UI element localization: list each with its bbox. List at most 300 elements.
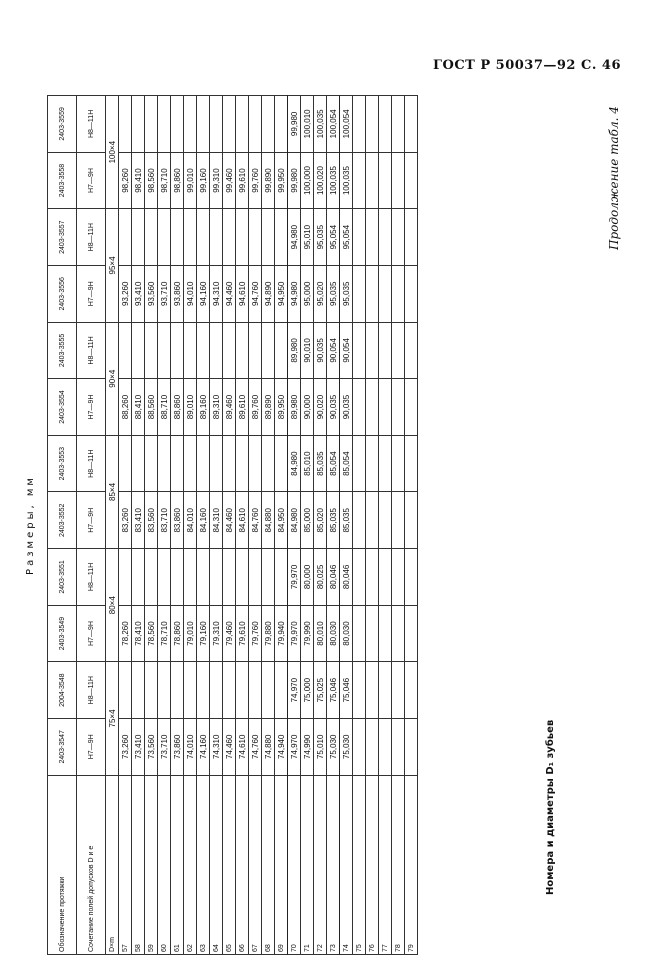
- dimension-value: [353, 152, 366, 209]
- dimension-value: 100,035: [327, 152, 340, 209]
- tooth-number: 72: [314, 775, 327, 954]
- column-code: 2403-3559: [48, 96, 77, 153]
- dimension-value: 78,560: [145, 605, 158, 662]
- dimension-value: [249, 209, 262, 266]
- dimension-value: 74,610: [236, 718, 249, 775]
- table-wrapper: [47, 95, 418, 955]
- dimension-value: 89,950: [275, 379, 288, 436]
- dimension-value: [392, 662, 405, 719]
- dimension-value: 95,020: [314, 265, 327, 322]
- dimension-value: 99,950: [275, 152, 288, 209]
- dimension-value: [392, 718, 405, 775]
- dimension-value: [249, 549, 262, 606]
- dimension-value: [262, 96, 275, 153]
- dimension-value: 85,020: [314, 492, 327, 549]
- dimension-value: 89,460: [223, 379, 236, 436]
- dimension-value: 73,560: [145, 718, 158, 775]
- page-header: ГОСТ Р 50037—92 С. 46: [433, 58, 621, 73]
- dimension-value: 99,760: [249, 152, 262, 209]
- dimension-value: 75,025: [314, 662, 327, 719]
- dimension-value: [262, 322, 275, 379]
- column-code: 2403-3558: [48, 152, 77, 209]
- dimension-value: 95,000: [301, 265, 314, 322]
- dimension-value: [275, 549, 288, 606]
- dimension-value: 79,940: [275, 605, 288, 662]
- dimension-value: [405, 605, 418, 662]
- dimension-value: 84,760: [249, 492, 262, 549]
- dimension-value: [392, 209, 405, 266]
- tooth-number: 58: [132, 775, 145, 954]
- dimension-value: [249, 96, 262, 153]
- column-tolerance: H8—11H: [77, 96, 106, 153]
- dimension-value: 74,760: [249, 718, 262, 775]
- dimension-value: 84,310: [210, 492, 223, 549]
- dimension-value: 100,035: [314, 96, 327, 153]
- column-code: 2403-3556: [48, 265, 77, 322]
- dimension-value: 93,260: [119, 265, 132, 322]
- dimension-value: 84,460: [223, 492, 236, 549]
- table-title: Размеры, мм: [25, 475, 36, 575]
- column-tolerance: H8—11H: [77, 662, 106, 719]
- dimension-value: 90,035: [314, 322, 327, 379]
- dimension-value: 94,610: [236, 265, 249, 322]
- dimension-value: [379, 605, 392, 662]
- dimension-value: [132, 209, 145, 266]
- dimension-value: [197, 435, 210, 492]
- dimension-value: [405, 322, 418, 379]
- dimension-value: 98,710: [158, 152, 171, 209]
- dimension-value: 93,410: [132, 265, 145, 322]
- dimension-value: 90,020: [314, 379, 327, 436]
- dimension-value: [379, 549, 392, 606]
- dimension-value: [366, 492, 379, 549]
- dimension-value: 95,035: [340, 265, 353, 322]
- dimension-value: 89,610: [236, 379, 249, 436]
- dimension-value: 85,000: [301, 492, 314, 549]
- dimension-value: [366, 265, 379, 322]
- column-tolerance: H8—11H: [77, 209, 106, 266]
- column-tolerance: H8—11H: [77, 549, 106, 606]
- dimension-value: [197, 662, 210, 719]
- dimension-value: [366, 209, 379, 266]
- tooth-number: 62: [184, 775, 197, 954]
- dimension-value: 79,460: [223, 605, 236, 662]
- dimension-value: 85,010: [301, 435, 314, 492]
- dimension-value: 88,410: [132, 379, 145, 436]
- dimension-value: [119, 435, 132, 492]
- tooth-number: 79: [405, 775, 418, 954]
- dimension-value: 85,035: [327, 492, 340, 549]
- dimension-value: 94,950: [275, 265, 288, 322]
- dimension-value: 90,054: [340, 322, 353, 379]
- dimension-value: 75,030: [327, 718, 340, 775]
- dimension-value: [353, 435, 366, 492]
- designation-label: Обозначение протяжки: [48, 775, 77, 954]
- dimension-value: [353, 605, 366, 662]
- dimension-value: 85,035: [314, 435, 327, 492]
- dimension-value: 79,990: [301, 605, 314, 662]
- dimension-value: 85,054: [327, 435, 340, 492]
- dimension-value: 99,460: [223, 152, 236, 209]
- column-tolerance: H7—9H: [77, 152, 106, 209]
- tooth-number: 63: [197, 775, 210, 954]
- dimension-value: 88,260: [119, 379, 132, 436]
- dimension-value: [353, 492, 366, 549]
- dimension-value: 80,046: [327, 549, 340, 606]
- dimension-value: 89,760: [249, 379, 262, 436]
- dimension-value: [379, 209, 392, 266]
- dimension-value: 74,310: [210, 718, 223, 775]
- dimension-value: 94,460: [223, 265, 236, 322]
- dimension-value: [197, 549, 210, 606]
- dimension-value: [366, 152, 379, 209]
- dimension-value: 75,030: [340, 718, 353, 775]
- dimension-value: 100,000: [301, 152, 314, 209]
- tooth-number: 57: [119, 775, 132, 954]
- dimension-value: [392, 96, 405, 153]
- dimension-value: 100,035: [340, 152, 353, 209]
- dimension-value: 99,160: [197, 152, 210, 209]
- dimension-value: 75,046: [340, 662, 353, 719]
- dimension-value: [366, 549, 379, 606]
- dimension-value: [392, 265, 405, 322]
- dimension-value: 88,710: [158, 379, 171, 436]
- dimension-value: [405, 209, 418, 266]
- column-code: 2403-3547: [48, 718, 77, 775]
- dimension-value: [366, 718, 379, 775]
- dimension-value: 94,160: [197, 265, 210, 322]
- dimension-value: [392, 322, 405, 379]
- dimension-value: 74,010: [184, 718, 197, 775]
- dimension-value: 100,054: [340, 96, 353, 153]
- dimension-value: [366, 662, 379, 719]
- dimension-value: [405, 549, 418, 606]
- dimension-value: [405, 662, 418, 719]
- dimension-value: 83,260: [119, 492, 132, 549]
- rotated-table-area: [25, 95, 575, 955]
- column-size: 80×4: [106, 549, 119, 662]
- column-tolerance: H8—11H: [77, 322, 106, 379]
- dimension-value: [405, 152, 418, 209]
- dimension-value: [366, 322, 379, 379]
- dimension-value: 93,710: [158, 265, 171, 322]
- dimension-value: [236, 662, 249, 719]
- dimension-value: 100,054: [327, 96, 340, 153]
- column-size: 90×4: [106, 322, 119, 435]
- column-size: 85×4: [106, 435, 119, 548]
- dimension-value: [184, 662, 197, 719]
- dimension-value: [366, 435, 379, 492]
- dimension-value: 84,980: [288, 435, 301, 492]
- dimension-value: 73,410: [132, 718, 145, 775]
- tooth-number: 73: [327, 775, 340, 954]
- dimension-value: 95,054: [327, 209, 340, 266]
- column-code: 2403-3553: [48, 435, 77, 492]
- dimension-value: 89,010: [184, 379, 197, 436]
- tooth-number: 68: [262, 775, 275, 954]
- dimension-value: [223, 549, 236, 606]
- dimension-value: [210, 549, 223, 606]
- dimension-value: 74,990: [301, 718, 314, 775]
- dimension-value: 94,890: [262, 265, 275, 322]
- column-code: 2403-3557: [48, 209, 77, 266]
- dimension-value: [184, 209, 197, 266]
- dimension-value: [275, 322, 288, 379]
- dimension-value: [353, 209, 366, 266]
- dimension-value: 89,160: [197, 379, 210, 436]
- dimension-value: [210, 435, 223, 492]
- dimension-value: 74,970: [288, 662, 301, 719]
- dimension-value: 89,890: [262, 379, 275, 436]
- dimension-value: [171, 435, 184, 492]
- dimension-value: [379, 718, 392, 775]
- dimension-value: 95,054: [340, 209, 353, 266]
- dimension-value: [145, 662, 158, 719]
- dimension-value: [392, 435, 405, 492]
- dimension-value: 79,010: [184, 605, 197, 662]
- dimension-value: 100,010: [301, 96, 314, 153]
- dimension-value: [223, 96, 236, 153]
- dimension-value: [275, 662, 288, 719]
- dimension-value: 98,260: [119, 152, 132, 209]
- dimension-value: [210, 322, 223, 379]
- dimension-value: [353, 96, 366, 153]
- dimension-value: [197, 209, 210, 266]
- dimension-value: [275, 435, 288, 492]
- dimension-value: 83,860: [171, 492, 184, 549]
- dimension-value: [158, 435, 171, 492]
- dimension-value: [353, 379, 366, 436]
- dimension-value: [353, 322, 366, 379]
- dimension-value: 89,980: [288, 379, 301, 436]
- dimension-value: [262, 662, 275, 719]
- dimension-value: 75,010: [314, 718, 327, 775]
- dimension-value: [210, 209, 223, 266]
- tolerance-label: Сочетание полей допусков D и e: [77, 775, 106, 954]
- dimension-value: 95,035: [314, 209, 327, 266]
- tooth-number: 70: [288, 775, 301, 954]
- dimension-value: [145, 96, 158, 153]
- dimension-value: [366, 379, 379, 436]
- dimension-value: 84,010: [184, 492, 197, 549]
- dimension-value: 79,610: [236, 605, 249, 662]
- dimension-value: [119, 549, 132, 606]
- column-code: 2403-3549: [48, 605, 77, 662]
- dimension-value: [184, 322, 197, 379]
- tooth-number: 74: [340, 775, 353, 954]
- dimension-value: 85,054: [340, 435, 353, 492]
- dimension-value: [119, 209, 132, 266]
- dimension-value: [249, 322, 262, 379]
- dimension-value: [197, 322, 210, 379]
- dimension-value: 84,610: [236, 492, 249, 549]
- dimension-value: 90,035: [340, 379, 353, 436]
- tooth-number: 64: [210, 775, 223, 954]
- tooth-number: 77: [379, 775, 392, 954]
- dimension-value: [366, 605, 379, 662]
- dimension-value: 73,260: [119, 718, 132, 775]
- dimension-value: [366, 96, 379, 153]
- dimension-value: 80,025: [314, 549, 327, 606]
- dimension-value: 74,160: [197, 718, 210, 775]
- dimension-value: [249, 662, 262, 719]
- dimension-value: [392, 379, 405, 436]
- column-tolerance: H7—9H: [77, 718, 106, 775]
- column-tolerance: H7—9H: [77, 492, 106, 549]
- dimension-value: 95,035: [327, 265, 340, 322]
- dimension-value: 94,310: [210, 265, 223, 322]
- dimension-value: [197, 96, 210, 153]
- dimension-value: 94,980: [288, 265, 301, 322]
- dimension-value: [262, 549, 275, 606]
- dimension-value: [119, 322, 132, 379]
- dimension-value: [405, 96, 418, 153]
- tooth-number: 67: [249, 775, 262, 954]
- dimension-value: 79,760: [249, 605, 262, 662]
- dimension-value: [405, 718, 418, 775]
- tooth-number: 60: [158, 775, 171, 954]
- dimension-value: [262, 435, 275, 492]
- dimension-value: [236, 209, 249, 266]
- dimension-value: 93,860: [171, 265, 184, 322]
- dimension-value: [392, 152, 405, 209]
- tooth-number: 69: [275, 775, 288, 954]
- dimension-value: 79,880: [262, 605, 275, 662]
- dimension-value: 94,010: [184, 265, 197, 322]
- column-size: 95×4: [106, 209, 119, 322]
- dimension-value: [353, 718, 366, 775]
- dimension-value: 74,940: [275, 718, 288, 775]
- dimension-value: 83,410: [132, 492, 145, 549]
- dimension-value: 89,310: [210, 379, 223, 436]
- dimension-value: 74,880: [262, 718, 275, 775]
- dimension-value: [145, 322, 158, 379]
- dimension-value: 78,260: [119, 605, 132, 662]
- dimension-value: [184, 435, 197, 492]
- dimension-value: [379, 265, 392, 322]
- dimension-value: 74,460: [223, 718, 236, 775]
- dimension-value: [353, 662, 366, 719]
- tooth-number: 71: [301, 775, 314, 954]
- dimension-value: [132, 435, 145, 492]
- dimension-value: [145, 549, 158, 606]
- dimension-value: [171, 209, 184, 266]
- dimension-value: [262, 209, 275, 266]
- dimension-value: [119, 662, 132, 719]
- dimension-value: 74,970: [288, 718, 301, 775]
- dimension-value: [236, 96, 249, 153]
- dimension-value: 83,560: [145, 492, 158, 549]
- dimension-value: 100,020: [314, 152, 327, 209]
- dimension-value: [171, 549, 184, 606]
- dimension-value: 80,046: [340, 549, 353, 606]
- column-code: 2403-3552: [48, 492, 77, 549]
- dimension-value: 79,160: [197, 605, 210, 662]
- dimension-value: 94,760: [249, 265, 262, 322]
- dimension-value: [223, 435, 236, 492]
- column-tolerance: H7—9H: [77, 605, 106, 662]
- dimension-value: 84,880: [262, 492, 275, 549]
- dimensions-table: [47, 95, 418, 955]
- dimension-value: [119, 96, 132, 153]
- dimension-value: 78,710: [158, 605, 171, 662]
- tooth-number: 76: [366, 775, 379, 954]
- dimension-value: 79,970: [288, 549, 301, 606]
- dimension-value: [132, 549, 145, 606]
- dimension-value: [223, 662, 236, 719]
- dimension-value: 79,310: [210, 605, 223, 662]
- dimension-value: 88,860: [171, 379, 184, 436]
- dimension-value: [379, 662, 392, 719]
- dimension-value: 98,410: [132, 152, 145, 209]
- dimension-value: 90,054: [327, 322, 340, 379]
- dimension-value: 83,710: [158, 492, 171, 549]
- dimension-value: 99,980: [288, 96, 301, 153]
- dimension-value: [405, 265, 418, 322]
- tooth-number: 59: [145, 775, 158, 954]
- column-tolerance: H8—11H: [77, 435, 106, 492]
- dimension-value: 95,010: [301, 209, 314, 266]
- dimension-value: [379, 322, 392, 379]
- dimension-value: 99,010: [184, 152, 197, 209]
- dimension-value: 75,046: [327, 662, 340, 719]
- dimension-value: [405, 379, 418, 436]
- dimension-value: 84,950: [275, 492, 288, 549]
- dimension-value: [145, 435, 158, 492]
- dimension-value: [405, 435, 418, 492]
- dimension-value: 80,000: [301, 549, 314, 606]
- dimension-value: [132, 662, 145, 719]
- dimension-value: [379, 379, 392, 436]
- dimension-value: [145, 209, 158, 266]
- dimension-value: [379, 96, 392, 153]
- dimension-value: 78,860: [171, 605, 184, 662]
- dimension-value: 98,860: [171, 152, 184, 209]
- dimension-value: [210, 662, 223, 719]
- dvm-label: D×m: [106, 775, 119, 954]
- column-code: 2403-3554: [48, 379, 77, 436]
- column-code: 2004-3548: [48, 662, 77, 719]
- dimension-value: 89,980: [288, 322, 301, 379]
- dimension-value: [158, 549, 171, 606]
- dimension-value: 99,980: [288, 152, 301, 209]
- dimension-value: [236, 549, 249, 606]
- dimension-value: 84,980: [288, 492, 301, 549]
- column-tolerance: H7—9H: [77, 265, 106, 322]
- dimension-value: 84,160: [197, 492, 210, 549]
- dimension-value: [223, 322, 236, 379]
- dimension-value: [353, 549, 366, 606]
- column-code: 2403-3551: [48, 549, 77, 606]
- dimension-value: 85,035: [340, 492, 353, 549]
- dimension-value: 78,410: [132, 605, 145, 662]
- dimension-value: 93,560: [145, 265, 158, 322]
- column-tolerance: H7—9H: [77, 379, 106, 436]
- tooth-number: 61: [171, 775, 184, 954]
- dimension-value: 73,860: [171, 718, 184, 775]
- side-title: Номера и диаметры D₁ зубьев: [545, 719, 556, 895]
- dimension-value: [184, 549, 197, 606]
- dimension-value: [158, 209, 171, 266]
- dimension-value: [171, 662, 184, 719]
- dimension-value: [171, 322, 184, 379]
- dimension-value: [223, 209, 236, 266]
- tooth-number: 66: [236, 775, 249, 954]
- dimension-value: [275, 209, 288, 266]
- dimension-value: [379, 152, 392, 209]
- dimension-value: [353, 265, 366, 322]
- dimension-value: [171, 96, 184, 153]
